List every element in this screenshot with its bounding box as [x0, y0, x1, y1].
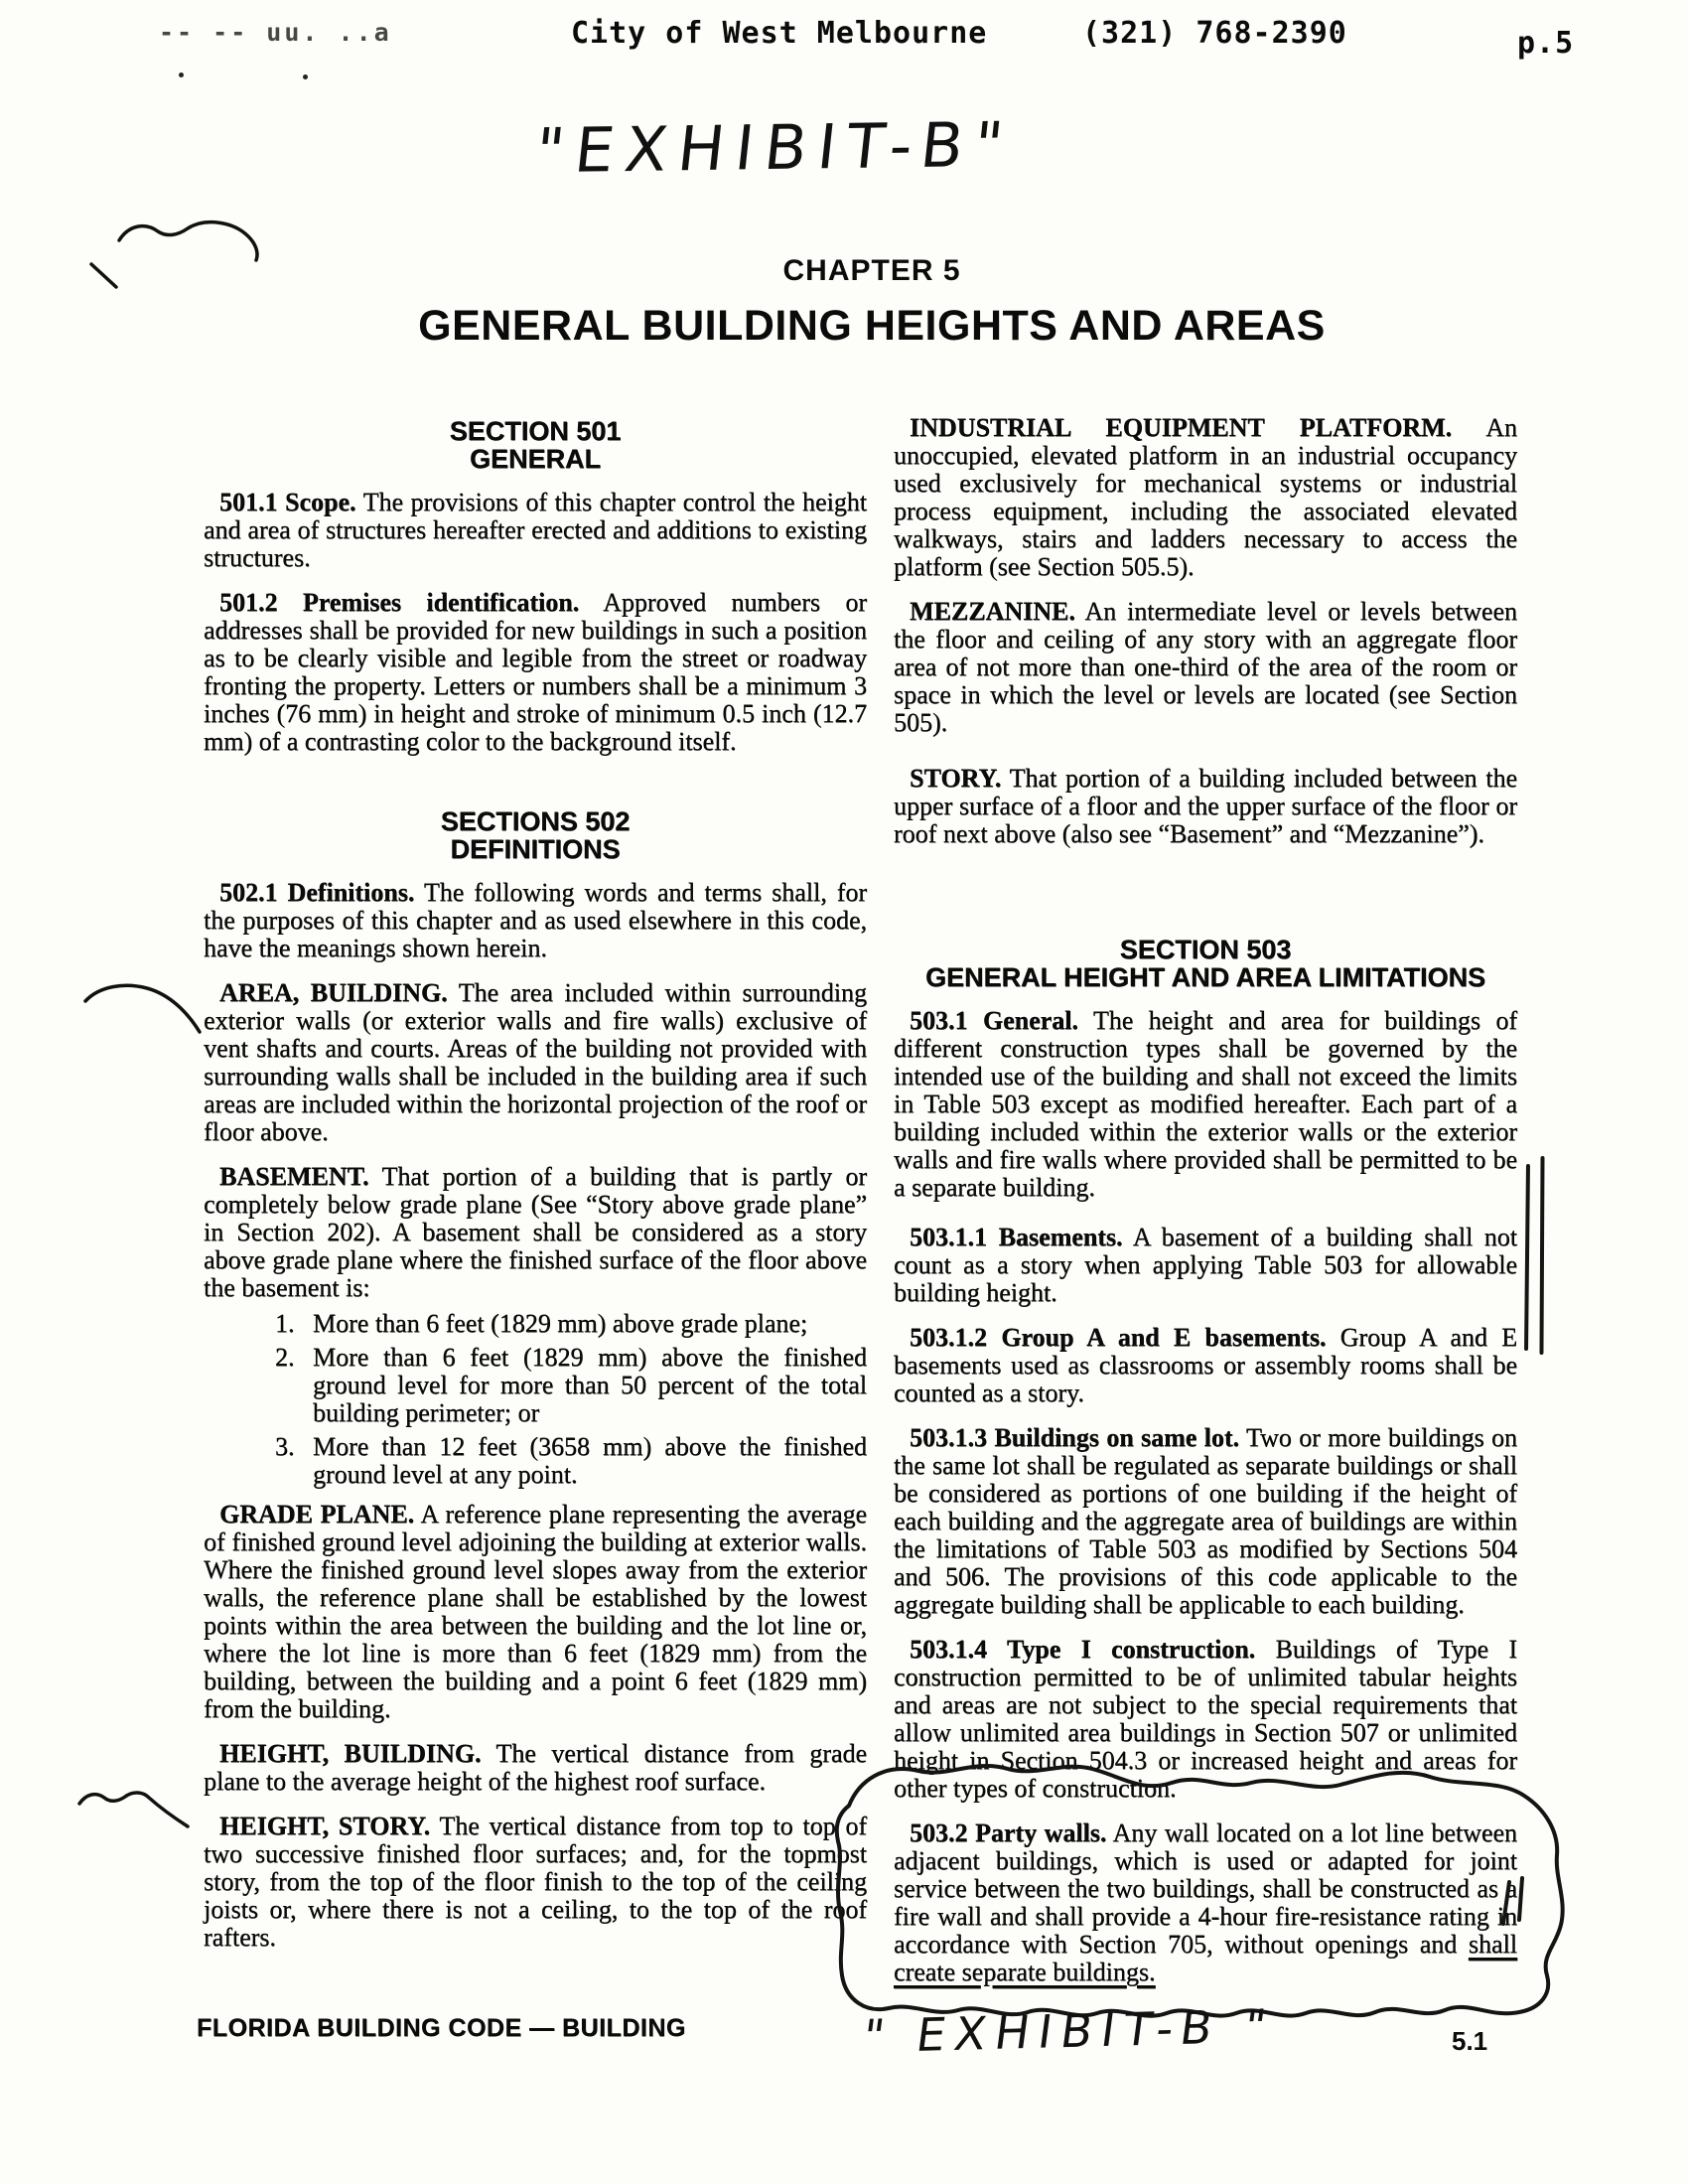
section-503-heading: [894, 936, 1517, 991]
scan-speck: [303, 74, 308, 79]
para-503-1-1-text: A basement of a building shall not count as a story when applying Table 503 for allowable building height.: [894, 1223, 1517, 1307]
section-502-heading: [204, 807, 867, 863]
list-item-text: More than 12 feet (3658 mm) above the finished ground level at any point.: [313, 1432, 867, 1489]
para-503-1-2-label: 503.1.2 Group A and E basements.: [910, 1323, 1327, 1352]
definition-basement-text: That portion of a building that is partly or completely below grade plane (See “Story above grade plane” in Section 202). A basement shall be considered as a story above grade plane where the finished surface of the floor above the basement is:: [204, 1162, 867, 1302]
handwritten-exhibit-label-bottom: " EXHIBIT-B ": [859, 1998, 1279, 2064]
para-503-2-underlined-text: shall create separate buildings.: [894, 1930, 1517, 1986]
para-503-1-text: The height and area for buildings of different construction types shall be governed by the intended use of the building and shall not exceed the limits in Table 503 except as modified hereafter. Each part of a building included within the exterior walls or the exterior walls and fire walls where provided shall be permitted to be a separate building.: [894, 1006, 1518, 1202]
definition-story: [894, 765, 1517, 848]
para-503-1-3-text: Two or more buildings on the same lot shall be regulated as separate buildings or shall be considered as portions of one building if the height of each building and the aggregate area of buildings are within the limitations of Table 503 as modified by Sections 504 and 506. The provisions of this code applicable to the aggregate building shall be applicable to each building.: [894, 1423, 1518, 1619]
margin-pen-squiggle-bottom: [74, 1774, 204, 1833]
para-503-1-3: [894, 1424, 1517, 1619]
section-503-title: GENERAL HEIGHT AND AREA LIMITATIONS: [925, 962, 1485, 992]
fax-header-sender: City of West Melbourne: [571, 16, 988, 51]
handwritten-exhibit-label-top: "EXHIBIT-B": [531, 107, 1018, 188]
para-501-2: [204, 589, 867, 756]
para-501-2-text: Approved numbers or addresses shall be provided for new buildings in such a position as to be clearly visible and legible from the street or roadway fronting the property. Letters or numbers shall be a minimum 3 inches (76 mm) in height and stroke of minimum 0.5 inch (12.7 mm) of a contrasting color to the background itself.: [204, 588, 867, 756]
page-title: GENERAL BUILDING HEIGHTS AND AREAS: [418, 302, 1326, 350]
para-503-1-label: 503.1 General.: [910, 1006, 1078, 1035]
definition-grade-plane-term: GRADE PLANE.: [219, 1500, 415, 1529]
definition-area-building-text: The area included within surrounding exterior walls (or exterior walls and fire walls) exclusive of vent shafts and courts. Areas of the building not provided with surrounding walls shall be included in the building area if such areas are included within the horizontal projection of the roof or floor above.: [204, 978, 867, 1146]
definition-grade-plane: [204, 1501, 867, 1723]
section-502-title: DEFINITIONS: [450, 834, 621, 864]
definition-basement-term: BASEMENT.: [219, 1162, 369, 1191]
revision-change-bar: [1524, 1164, 1530, 1351]
definition-height-story: [204, 1813, 867, 1952]
list-item-text: More than 6 feet (1829 mm) above the finished ground level for more than 50 percent of the total building perimeter; or: [313, 1343, 867, 1427]
para-503-1-3-label: 503.1.3 Buildings on same lot.: [910, 1423, 1240, 1452]
footer-document-title: FLORIDA BUILDING CODE — BUILDING: [197, 2014, 686, 2042]
scan-speck: [179, 73, 184, 77]
para-501-1: [204, 489, 867, 572]
list-item-number: 2.: [275, 1343, 295, 1372]
para-502-1-label: 502.1 Definitions.: [219, 878, 415, 907]
definition-mezzanine: [894, 598, 1517, 737]
definition-grade-plane-text: A reference plane representing the average of finished ground level adjoining the building at exterior walls. Where the finished ground level slopes away from the exterior walls, the reference plane shall be established by the lowest points within the area between the building and the lot line or, where the lot line is more than 6 feet (1829 mm) from the building, between the building and a point 6 feet (1829 mm) from the building.: [204, 1500, 867, 1723]
para-503-2-text: Any wall located on a lot line between adjacent buildings, which is used or adapted for joint service between the two buildings, shall be constructed as a fire wall and shall provide a 4-hour fire-resistance rating in accordance with Section 705, without openings and: [894, 1819, 1517, 1959]
definition-height-building: [204, 1740, 867, 1796]
definition-industrial-term: INDUSTRIAL EQUIPMENT PLATFORM.: [910, 413, 1453, 442]
definition-mezzanine-text: An intermediate level or levels between the floor and ceiling of any story with an aggregate floor area of not more than one-third of the area of the room or space in which the level or levels are located (see Section 505).: [894, 597, 1517, 737]
para-501-1-label: 501.1 Scope.: [219, 488, 356, 516]
section-501-title: GENERAL: [469, 444, 601, 474]
para-503-1-4-label: 503.1.4 Type I construction.: [910, 1635, 1256, 1664]
definition-industrial-equipment-platform: [894, 414, 1517, 581]
definition-story-term: STORY.: [910, 764, 1002, 793]
para-503-1-1: [894, 1224, 1517, 1307]
list-item: [275, 1310, 867, 1338]
fax-header-timestamp: -- -- uu. ..a: [159, 18, 392, 47]
section-503-number: SECTION 503: [1119, 935, 1292, 964]
para-501-2-label: 501.2 Premises identification.: [219, 588, 580, 617]
para-503-1-4: [894, 1636, 1517, 1803]
definition-height-building-text: The vertical distance from grade plane to the average height of the highest roof surface.: [204, 1739, 867, 1796]
list-item-text: More than 6 feet (1829 mm) above grade plane;: [313, 1309, 808, 1338]
definition-area-building: [204, 979, 867, 1146]
para-502-1: [204, 879, 867, 962]
section-501-number: SECTION 501: [449, 416, 622, 446]
chapter-label: CHAPTER 5: [782, 254, 961, 287]
section-501-heading: [204, 417, 867, 473]
para-503-1: [894, 1007, 1517, 1202]
definition-industrial-text: An unoccupied, elevated platform in an industrial occupancy used exclusively for mechanical systems or industrial process equipment, including the associated elevated walkways, stairs and ladders necessary to access the platform (see Section 505.5).: [894, 413, 1517, 581]
column-right: [894, 414, 1517, 1986]
para-503-2: [894, 1820, 1517, 1986]
fax-header-phone: (321) 768-2390: [1082, 16, 1347, 51]
list-item-number: 3.: [275, 1432, 295, 1461]
section-502-number: SECTIONS 502: [440, 806, 631, 836]
definition-height-story-term: HEIGHT, STORY.: [219, 1812, 431, 1840]
definition-height-building-term: HEIGHT, BUILDING.: [219, 1739, 482, 1768]
column-left: [204, 417, 867, 1968]
definition-area-building-term: AREA, BUILDING.: [219, 978, 448, 1007]
para-503-1-4-text: Buildings of Type I construction permitted to be of unlimited tabular heights and areas are not subject to the special requirements that allow unlimited area buildings in Section 507 or unlimited height in Section 504.3 or increased height and areas for other types of construction.: [894, 1635, 1517, 1803]
basement-criteria-list: [275, 1310, 867, 1489]
para-503-1-2: [894, 1324, 1517, 1407]
para-503-2-label: 503.2 Party walls.: [910, 1819, 1107, 1847]
list-item-number: 1.: [275, 1309, 295, 1338]
margin-pen-squiggle-middle: [79, 973, 209, 1043]
list-item: [275, 1433, 867, 1489]
para-502-1-text: The following words and terms shall, for the purposes of this chapter and as used elsewhere in this code, have the meanings shown herein.: [204, 878, 868, 962]
revision-change-bar: [1539, 1156, 1544, 1355]
definition-basement: [204, 1163, 867, 1302]
para-501-1-text: The provisions of this chapter control the height and area of structures hereafter erected and additions to existing structures.: [204, 488, 868, 572]
list-item: [275, 1344, 867, 1427]
para-503-1-2-text: Group A and E basements used as classrooms or assembly rooms shall be counted as a story.: [894, 1323, 1518, 1407]
definition-mezzanine-term: MEZZANINE.: [910, 597, 1075, 626]
footer-page-number: 5.1: [1452, 2026, 1488, 2056]
fax-header-page-number: p.5: [1517, 26, 1575, 61]
definition-height-story-text: The vertical distance from top to top of two successive finished floor surfaces; and, for the topmost story, from the top of the floor finish to the top of the ceiling joists or, where there is not a ceiling, to the top of the roof rafters.: [204, 1812, 867, 1952]
definition-story-text: That portion of a building included between the upper surface of a floor and the upper surface of the floor or roof next above (also see “Basement” and “Mezzanine”).: [894, 764, 1517, 848]
para-503-1-1-label: 503.1.1 Basements.: [910, 1223, 1123, 1251]
